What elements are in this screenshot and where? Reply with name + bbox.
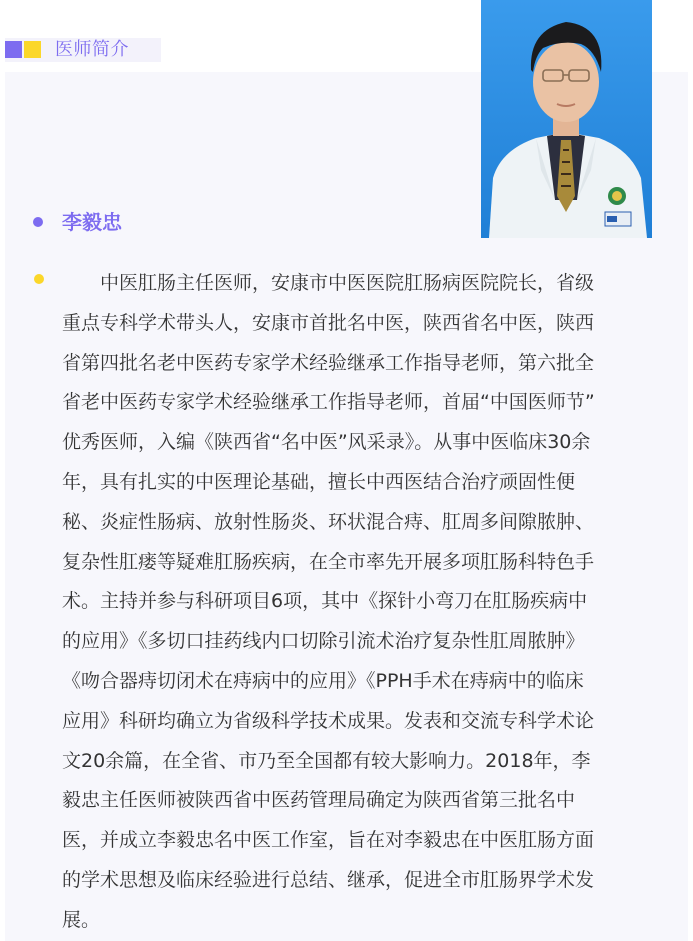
bio-line: 《吻合器痔切闭术在痔病中的应用》《PPH手术在痔病中的临床: [62, 669, 584, 692]
bio-line: 优秀医师，入编《陕西省“名中医”风采录》。从事中医临床30余: [62, 431, 591, 454]
bio-line: 年，具有扎实的中医理论基础，擅长中西医结合治疗顽固性便: [62, 470, 576, 493]
name-bullet-icon: [33, 217, 43, 227]
bio-line: 医，并成立李毅忠名中医工作室，旨在对李毅忠在中医肛肠方面: [62, 829, 595, 852]
bio-line: 展。: [62, 908, 101, 931]
bio-line: 文20余篇，在全省、市乃至全国都有较大影响力。2018年，李: [62, 749, 591, 772]
doctor-name: 李毅忠: [62, 210, 122, 234]
bio-line: 省老中医药专家学术经验继承工作指导老师，首届“中国医师节”: [62, 391, 595, 414]
header-square-yellow-icon: [24, 41, 41, 58]
bio-line: 应用》科研均确立为省级科学技术成果。发表和交流专科学术论: [62, 709, 595, 732]
doctor-portrait-icon: [481, 0, 652, 238]
doctor-bio: [62, 264, 656, 941]
bio-line: 的学术思想及临床经验进行总结、继承，促进全市肛肠界学术发: [62, 868, 595, 891]
bio-line: 复杂性肛瘘等疑难肛肠疾病，在全市率先开展多项肛肠科特色手: [62, 550, 595, 573]
bio-line: 秘、炎症性肠病、放射性肠炎、环状混合痔、肛周多间隙脓肿、: [62, 510, 595, 533]
section-header: [5, 38, 161, 62]
bio-line: 省第四批名老中医药专家学术经验继承工作指导老师，第六批全: [62, 351, 595, 374]
bio-line: 术。主持并参与科研项目6项，其中《探针小弯刀在肛肠疾病中: [62, 590, 588, 613]
header-square-purple-icon: [5, 41, 22, 58]
section-title: 医师简介: [55, 39, 129, 60]
bio-line: 中医肛肠主任医师，安康市中医医院肛肠病医院院长，省级: [62, 272, 595, 294]
bio-line: 毅忠主任医师被陕西省中医药管理局确定为陕西省第三批名中: [62, 789, 576, 812]
bio-line: 重点专科学术带头人，安康市首批名中医，陕西省名中医，陕西: [62, 311, 595, 334]
bio-bullet-icon: [34, 274, 44, 284]
bio-line: 的应用》《多切口挂药线内口切除引流术治疗复杂性肛周脓肿》: [62, 630, 585, 653]
